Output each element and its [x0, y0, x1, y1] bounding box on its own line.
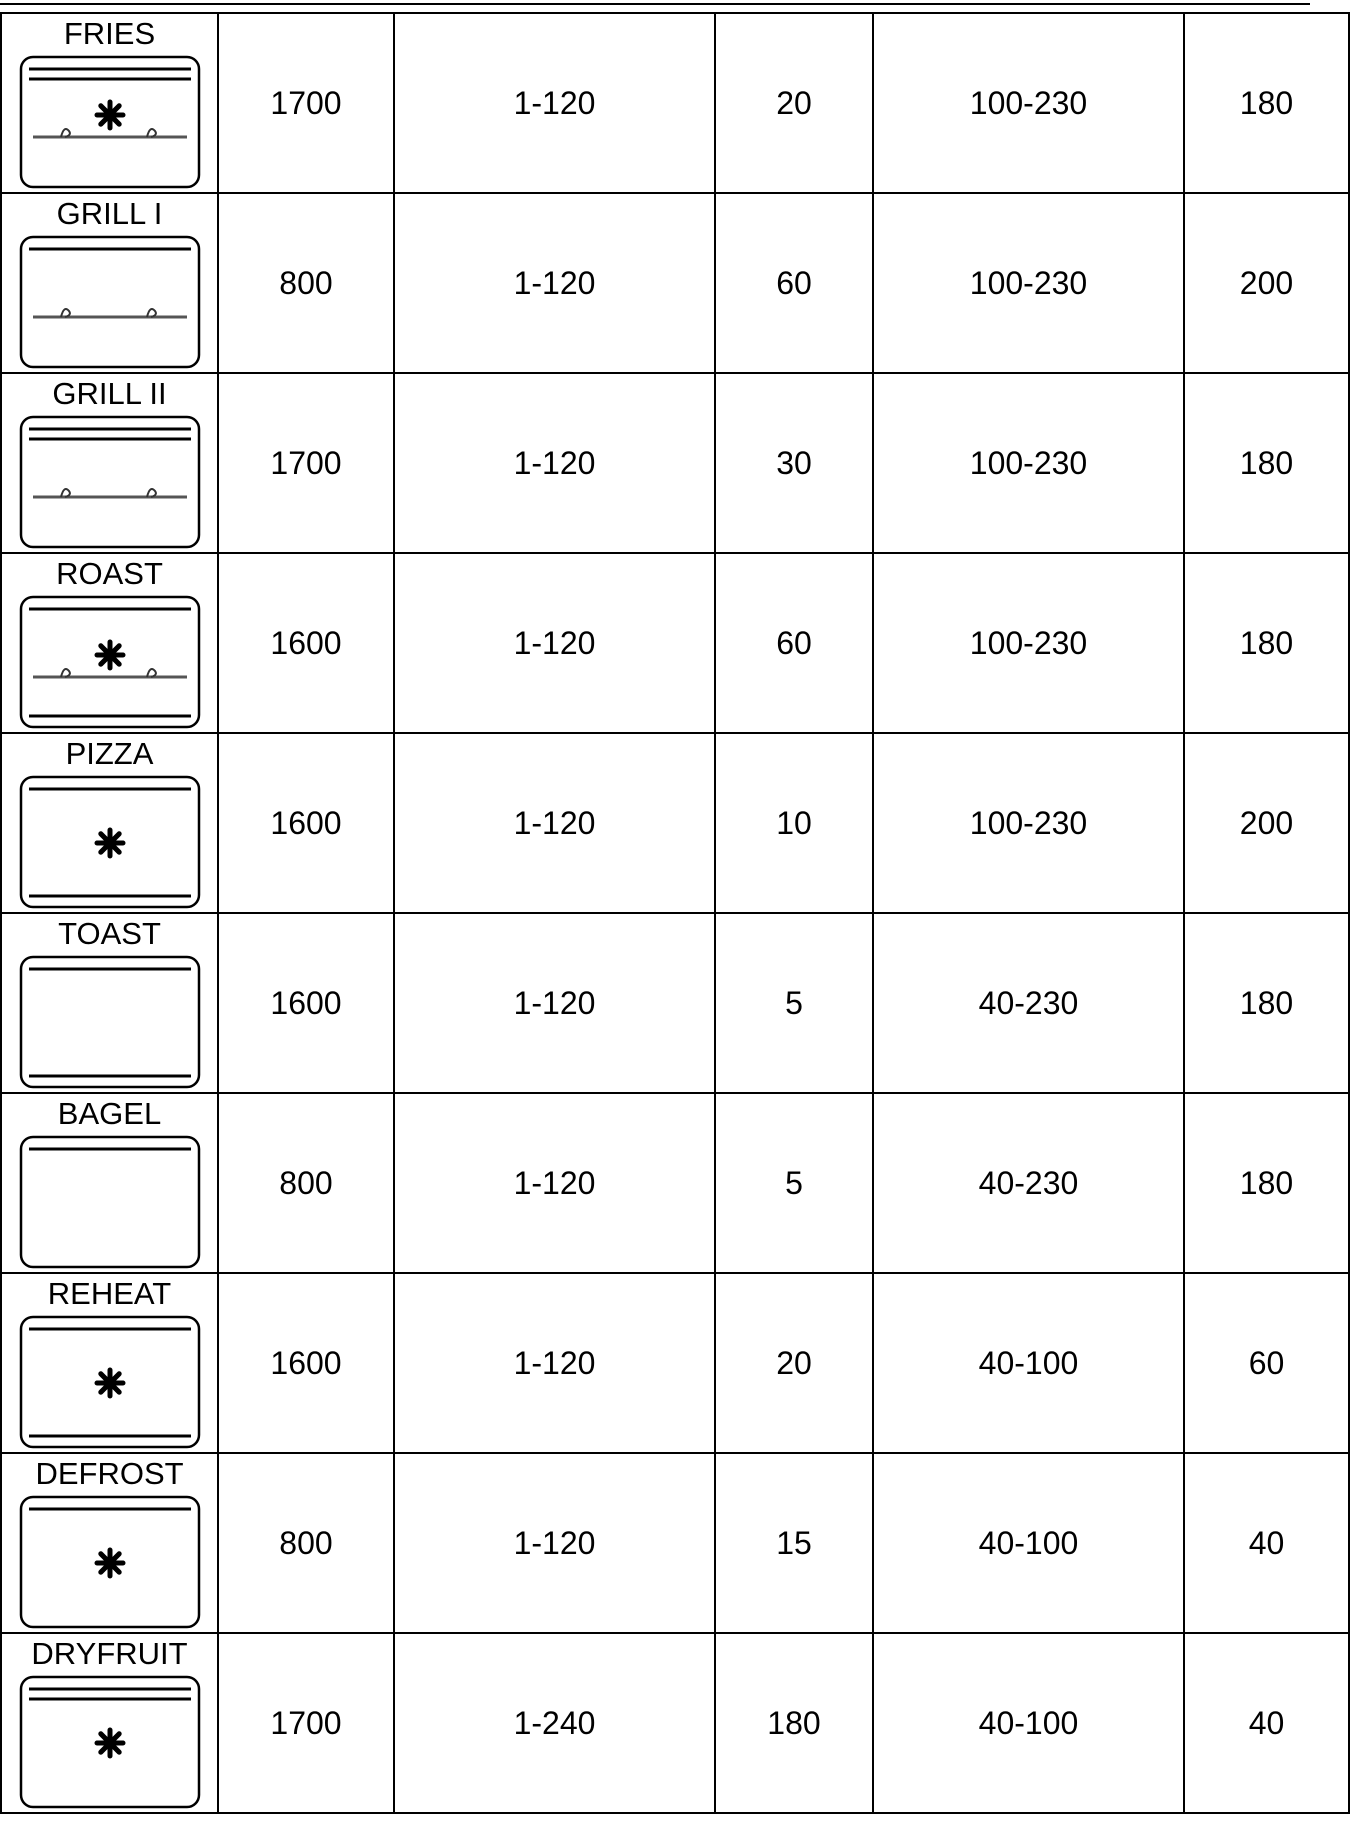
mode-name: ROAST: [56, 556, 163, 591]
temp-range-value: 100-230: [969, 84, 1088, 121]
fan-icon: [97, 1550, 123, 1576]
default-temp-cell: [1184, 553, 1349, 733]
power-value: 1700: [270, 1704, 342, 1741]
temp-range-cell: [873, 373, 1184, 553]
default-temp-value: 40: [1248, 1524, 1285, 1561]
default-temp-cell: [1184, 193, 1349, 373]
power-value: 800: [279, 264, 333, 301]
default-temp-cell: [1184, 1633, 1349, 1813]
time-range-value: 1-120: [513, 444, 596, 481]
oven-mode-icon: [15, 413, 205, 551]
mode-cell: [1, 1453, 218, 1633]
fan-icon: [97, 1730, 123, 1756]
time-range-value: 1-120: [513, 984, 596, 1021]
top-rule: [0, 3, 1310, 5]
time-range-cell: [394, 553, 715, 733]
temp-range-value: 100-230: [969, 804, 1088, 841]
default-time-value: 10: [776, 804, 812, 841]
power-cell: [218, 13, 394, 193]
time-range-cell: [394, 733, 715, 913]
temp-range-value: 40-230: [978, 984, 1079, 1021]
time-range-cell: [394, 913, 715, 1093]
default-temp-cell: [1184, 913, 1349, 1093]
default-time-value: 20: [776, 1344, 812, 1381]
temp-range-cell: [873, 1273, 1184, 1453]
default-time-value: 180: [767, 1704, 821, 1741]
power-cell: [218, 1453, 394, 1633]
default-temp-value: 180: [1239, 984, 1294, 1021]
time-range-value: 1-120: [513, 1524, 596, 1561]
default-temp-cell: [1184, 1453, 1349, 1633]
power-value: 1600: [270, 804, 342, 841]
temp-range-value: 40-100: [978, 1704, 1079, 1741]
time-range-value: 1-240: [513, 1704, 596, 1741]
oven-mode-icon: [15, 1313, 205, 1451]
table-row: [1, 1633, 1349, 1813]
fan-icon: [97, 830, 123, 856]
mode-name: GRILL II: [52, 376, 167, 411]
temp-range-cell: [873, 13, 1184, 193]
mode-name: TOAST: [58, 916, 161, 951]
table-row: [1, 913, 1349, 1093]
cooking-modes-table: [0, 12, 1350, 1814]
oven-mode-icon: [15, 233, 205, 371]
temp-range-value: 40-100: [978, 1524, 1079, 1561]
mode-name: FRIES: [63, 16, 156, 51]
power-cell: [218, 1093, 394, 1273]
mode-cell: [1, 1093, 218, 1273]
mode-cell: [1, 913, 218, 1093]
temp-range-value: 100-230: [969, 624, 1088, 661]
fan-icon: [97, 1370, 123, 1396]
power-value: 1600: [270, 1344, 342, 1381]
oven-mode-icon: [15, 53, 205, 191]
default-time-cell: [715, 733, 873, 913]
time-range-cell: [394, 1093, 715, 1273]
table-row: [1, 373, 1349, 553]
mode-name: GRILL I: [56, 196, 163, 231]
time-range-cell: [394, 373, 715, 553]
default-time-cell: [715, 373, 873, 553]
mode-name: BAGEL: [57, 1096, 162, 1131]
default-temp-cell: [1184, 733, 1349, 913]
fan-icon: [97, 642, 123, 668]
table-row: [1, 1093, 1349, 1273]
power-cell: [218, 553, 394, 733]
oven-mode-icon: [15, 773, 205, 911]
default-time-cell: [715, 1453, 873, 1633]
default-temp-value: 180: [1239, 624, 1294, 661]
power-value: 1700: [270, 444, 342, 481]
rotisserie-spit-icon: [33, 489, 187, 497]
temp-range-value: 100-230: [969, 444, 1088, 481]
oven-mode-icon: [15, 1673, 205, 1811]
table-row: [1, 733, 1349, 913]
mode-name: REHEAT: [47, 1276, 172, 1311]
oven-mode-icon: [15, 953, 205, 1091]
temp-range-cell: [873, 733, 1184, 913]
default-time-value: 20: [776, 84, 812, 121]
default-time-cell: [715, 1633, 873, 1813]
power-cell: [218, 193, 394, 373]
table-row: [1, 1453, 1349, 1633]
time-range-value: 1-120: [513, 84, 596, 121]
mode-name: DEFROST: [35, 1456, 184, 1491]
time-range-value: 1-120: [513, 1164, 596, 1201]
default-temp-cell: [1184, 1093, 1349, 1273]
default-time-value: 30: [776, 444, 812, 481]
default-time-cell: [715, 553, 873, 733]
mode-cell: [1, 733, 218, 913]
default-time-value: 15: [776, 1524, 812, 1561]
temp-range-cell: [873, 1093, 1184, 1273]
power-value: 1600: [270, 984, 342, 1021]
time-range-cell: [394, 1633, 715, 1813]
default-time-cell: [715, 193, 873, 373]
time-range-cell: [394, 13, 715, 193]
default-temp-cell: [1184, 13, 1349, 193]
power-cell: [218, 733, 394, 913]
default-time-cell: [715, 13, 873, 193]
power-value: 800: [279, 1524, 333, 1561]
default-time-value: 60: [776, 264, 812, 301]
time-range-value: 1-120: [513, 624, 596, 661]
table-row: [1, 553, 1349, 733]
fan-icon: [97, 102, 123, 128]
default-time-value: 60: [776, 624, 812, 661]
temp-range-cell: [873, 553, 1184, 733]
power-value: 1700: [270, 84, 342, 121]
mode-cell: [1, 13, 218, 193]
default-temp-value: 180: [1239, 84, 1294, 121]
temp-range-value: 100-230: [969, 264, 1088, 301]
mode-name: PIZZA: [65, 736, 154, 771]
temp-range-value: 40-100: [978, 1344, 1079, 1381]
mode-name: DRYFRUIT: [31, 1636, 188, 1671]
table-row: [1, 13, 1349, 193]
time-range-cell: [394, 1453, 715, 1633]
power-cell: [218, 913, 394, 1093]
time-range-value: 1-120: [513, 804, 596, 841]
mode-cell: [1, 1633, 218, 1813]
power-cell: [218, 1273, 394, 1453]
oven-mode-icon: [15, 593, 205, 731]
mode-cell: [1, 373, 218, 553]
temp-range-cell: [873, 1453, 1184, 1633]
temp-range-cell: [873, 1633, 1184, 1813]
mode-cell: [1, 193, 218, 373]
time-range-cell: [394, 193, 715, 373]
default-temp-value: 60: [1248, 1344, 1285, 1381]
power-cell: [218, 373, 394, 553]
rotisserie-spit-icon: [33, 309, 187, 317]
temp-range-value: 40-230: [978, 1164, 1079, 1201]
time-range-cell: [394, 1273, 715, 1453]
table-row: [1, 193, 1349, 373]
table-row: [1, 1273, 1349, 1453]
default-temp-cell: [1184, 1273, 1349, 1453]
default-time-value: 5: [785, 1164, 803, 1201]
default-temp-value: 200: [1239, 264, 1294, 301]
default-temp-cell: [1184, 373, 1349, 553]
temp-range-cell: [873, 913, 1184, 1093]
default-temp-value: 180: [1239, 1164, 1294, 1201]
power-value: 800: [279, 1164, 333, 1201]
power-cell: [218, 1633, 394, 1813]
default-time-value: 5: [785, 984, 803, 1021]
default-temp-value: 40: [1248, 1704, 1285, 1741]
oven-mode-icon: [15, 1133, 205, 1271]
temp-range-cell: [873, 193, 1184, 373]
default-temp-value: 180: [1239, 444, 1294, 481]
oven-mode-icon: [15, 1493, 205, 1631]
default-time-cell: [715, 1093, 873, 1273]
time-range-value: 1-120: [513, 264, 596, 301]
default-time-cell: [715, 913, 873, 1093]
default-temp-value: 200: [1239, 804, 1294, 841]
power-value: 1600: [270, 624, 342, 661]
mode-cell: [1, 553, 218, 733]
time-range-value: 1-120: [513, 1344, 596, 1381]
default-time-cell: [715, 1273, 873, 1453]
mode-cell: [1, 1273, 218, 1453]
